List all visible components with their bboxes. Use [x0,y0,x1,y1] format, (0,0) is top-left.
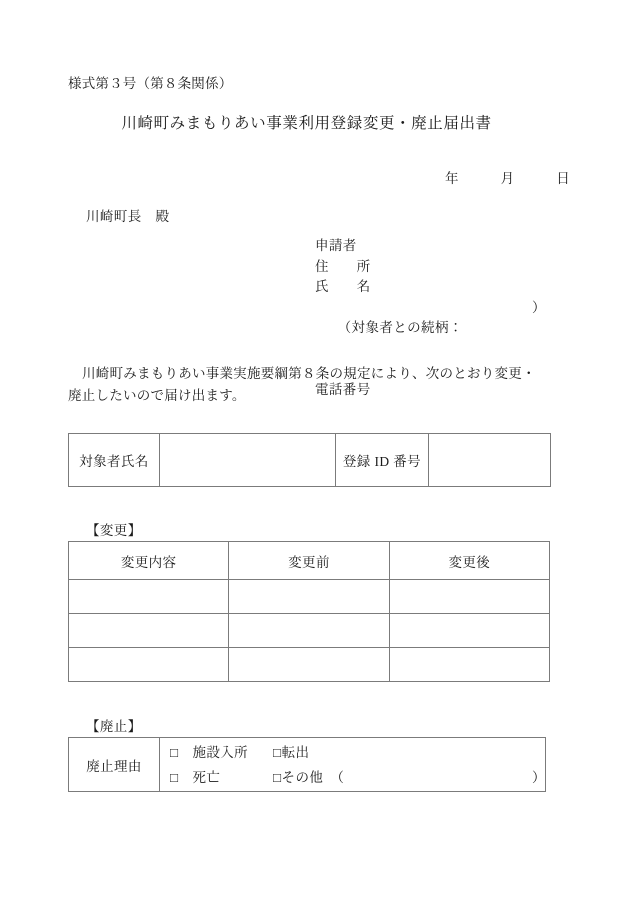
applicant-relation-close-paren: ） [532,299,546,315]
applicant-name-label: 氏 名 [315,279,371,294]
table-row [69,434,551,487]
table-row [69,614,550,648]
form-number: 様式第３号（第８条関係） [68,76,233,91]
applicant-address-label: 住 所 [315,258,371,274]
checkbox-group [160,739,545,790]
checkbox-other[interactable]: □その他 （ [273,770,345,785]
change-cell-after-1[interactable] [389,580,549,614]
change-header-before: 変更前 [229,542,389,580]
table-row [69,648,550,682]
body-paragraph: 川崎町みまもりあい事業実施要綱第８条の規定により、次のとおり変更・廃止したいので届け出ます。 [68,366,536,403]
subject-id-value[interactable] [429,434,551,487]
change-header-content: 変更内容 [69,542,229,580]
checkbox-moved-out[interactable]: □転出 [273,745,310,760]
table-row [69,738,546,792]
subject-name-label: 対象者氏名 [69,434,160,487]
applicant-relation-label: （対象者との続柄： [337,320,463,335]
change-cell-content-2[interactable] [69,614,229,648]
change-table [68,541,550,682]
applicant-phone-label: 電話番号 [315,381,371,397]
checkbox-deceased[interactable]: □ 死亡 [170,770,221,785]
subject-id-label: 登録 ID 番号 [336,434,429,487]
change-cell-content-1[interactable] [69,580,229,614]
addressee: 川崎町長 殿 [86,209,170,224]
change-cell-before-2[interactable] [229,614,389,648]
change-header-after: 変更後 [389,542,549,580]
abolish-reason-label: 廃止理由 [69,738,160,792]
change-section-label: 【変更】 [86,523,142,538]
other-close-paren: ） [532,770,546,785]
abolish-table [68,737,546,792]
table-row [69,580,550,614]
change-cell-before-3[interactable] [229,648,389,682]
checkbox-facility-admission[interactable]: □ 施設入所 [170,745,249,760]
subject-name-value[interactable] [160,434,336,487]
change-cell-before-1[interactable] [229,580,389,614]
subject-table [68,433,551,487]
date-line: 年 月 日 [445,171,571,186]
abolish-reason-options-cell [160,738,546,792]
page-title: 川崎町みまもりあい事業利用登録変更・廃止届出書 [121,115,492,132]
change-cell-content-3[interactable] [69,648,229,682]
table-header-row [69,542,550,580]
abolish-section-label: 【廃止】 [86,719,142,734]
change-cell-after-3[interactable] [389,648,549,682]
change-cell-after-2[interactable] [389,614,549,648]
applicant-heading: 申請者 [315,238,357,253]
